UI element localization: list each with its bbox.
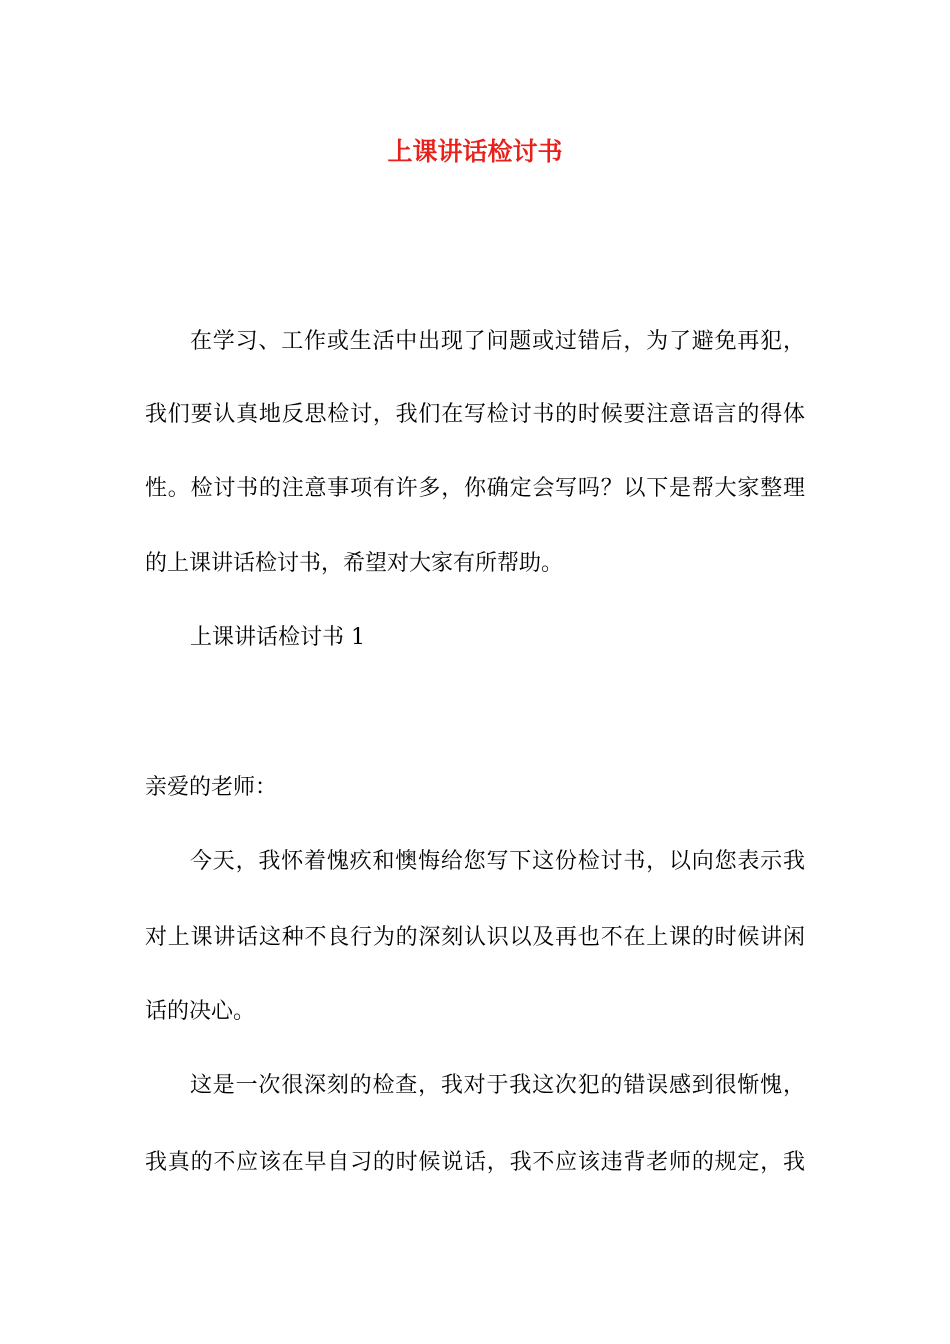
- paragraph-line: 话的决心。: [145, 999, 256, 1024]
- paragraph-line: 我们要认真地反思检讨，我们在写检讨书的时候要注意语言的得体: [145, 402, 805, 427]
- paragraph-line: 在学习、工作或生活中出现了问题或过错后，为了避免再犯，: [190, 329, 805, 354]
- section-heading: 上课讲话检讨书 1: [190, 625, 365, 650]
- paragraph-line: 今天，我怀着愧疚和懊悔给您写下这份检讨书，以向您表示我: [190, 849, 805, 874]
- paragraph-line: 的上课讲话检讨书，希望对大家有所帮助。: [145, 551, 564, 576]
- paragraph-line: 这是一次很深刻的检查，我对于我这次犯的错误感到很惭愧，: [190, 1073, 805, 1098]
- paragraph-line: 性。检讨书的注意事项有许多，你确定会写吗？以下是帮大家整理: [145, 476, 805, 501]
- salutation: 亲爱的老师：: [145, 775, 278, 800]
- document-title: 上课讲话检讨书: [387, 137, 563, 166]
- paragraph-line: 对上课讲话这种不良行为的深刻认识以及再也不在上课的时候讲闲: [145, 925, 805, 950]
- paragraph-line: 我真的不应该在早自习的时候说话，我不应该违背老师的规定，我: [145, 1150, 805, 1175]
